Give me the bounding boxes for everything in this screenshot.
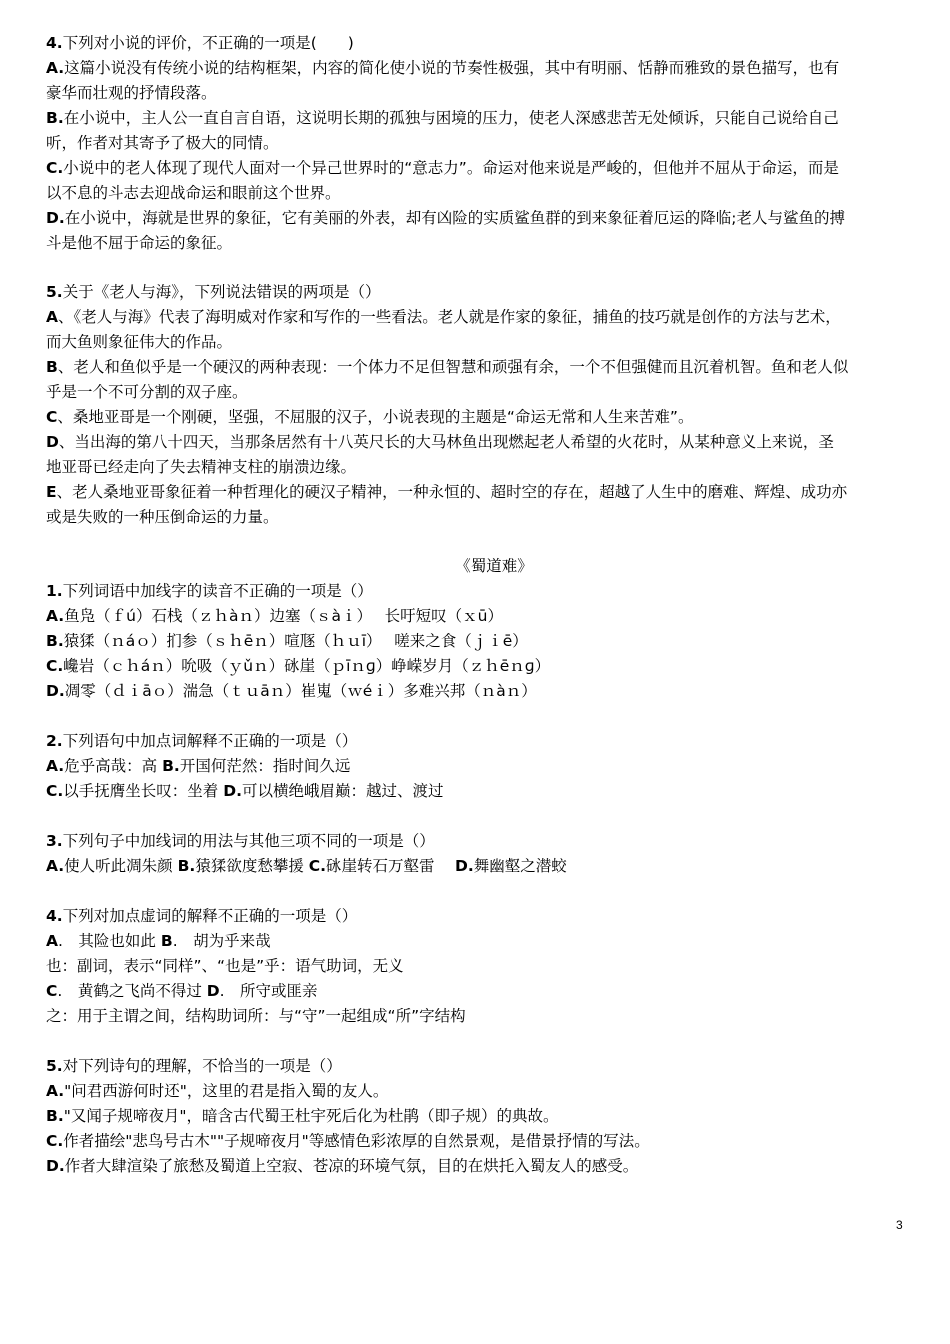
option-letter: B [46, 358, 58, 376]
option-letter: A. [46, 1082, 65, 1100]
option-letter: A. [46, 757, 65, 775]
question-stem [46, 280, 912, 305]
option-text: 舞幽壑之潜蛟 [473, 857, 567, 875]
option-text: 而大鱼则象征伟大的作品。 [46, 333, 233, 351]
option-text: 这篇小说没有传统小说的结构框架，内容的简化使小说的节奏性极强，其中有明丽、恬静而雅致的景色描写，也有 [64, 59, 840, 77]
option-text: . 所守或匪亲 [219, 982, 318, 1000]
option-letter: C [46, 982, 58, 1000]
option-text: 鱼凫（ｆú）石栈（ｚｈàｎ）边塞（ｓàｉ） 长吁短叹（ｘū） [64, 607, 503, 625]
option-letter: B [160, 932, 173, 950]
option-letter: A. [46, 857, 65, 875]
option-letter: D. [46, 1157, 65, 1175]
option-line [46, 206, 912, 231]
option-text: 地亚哥已经走向了失去精神支柱的崩溃边缘。 [46, 458, 357, 476]
option-line [46, 181, 912, 206]
option-line [46, 380, 912, 405]
option-text: 小说中的老人体现了现代人面对一个异己世界时的“意志力”。命运对他来说是严峻的，但他并不屈从于命运，而是 [63, 159, 839, 177]
option-text: 以不息的斗志去迎战命运和眼前这个世界。 [46, 184, 341, 202]
option-line [46, 654, 912, 679]
question-stem-text: 对下列诗句的理解，不恰当的一项是（） [62, 1057, 342, 1075]
shudaonan-question-3 [46, 829, 912, 879]
option-letter: A. [46, 607, 65, 625]
option-text: . 胡为乎来哉 [172, 932, 271, 950]
question-number: 5. [46, 1057, 63, 1075]
option-letter: B. [162, 757, 180, 775]
question-stem [46, 729, 912, 754]
option-line [46, 929, 912, 954]
option-line [46, 106, 912, 131]
option-letter: C [46, 408, 58, 426]
option-text: 危乎高哉：高 [64, 757, 163, 775]
shudaonan-question-2 [46, 729, 912, 804]
option-text: "又闻子规啼夜月"，暗含古代蜀王杜宇死后化为杜鹃（即子规）的典故。 [63, 1107, 559, 1125]
option-line [46, 355, 912, 380]
option-text: 使人听此凋朱颜 [64, 857, 178, 875]
option-text: 作者描绘"悲鸟号古木""子规啼夜月"等感情色彩浓厚的自然景观，是借景抒情的写法。 [63, 1132, 650, 1150]
question-stem-text: 下列对加点虚词的解释不正确的一项是（） [62, 907, 358, 925]
spacer [46, 879, 912, 904]
option-letter: D [206, 982, 220, 1000]
option-line [46, 81, 912, 106]
question-stem [46, 579, 912, 604]
option-text: 、老人桑地亚哥象征着一种哲理化的硬汉子精神，一种永恒的、超时空的存在，超越了人生中的磨难、辉煌、成功亦 [56, 483, 848, 501]
option-line [46, 131, 912, 156]
option-line [46, 629, 912, 654]
option-letter: B. [177, 857, 196, 875]
option-text: 巉岩（ｃｈáｎ）吮吸（ｙǔｎ）砯崖（ｐīｎɡ）峥嵘岁月（ｚｈēｎɡ） [63, 657, 551, 675]
question-stem-text: 关于《老人与海》，下列说法错误的两项是（） [62, 283, 381, 301]
option-line [46, 330, 912, 355]
option-letter: C. [46, 657, 64, 675]
shudaonan-question-1 [46, 579, 912, 704]
option-letter: A. [46, 59, 65, 77]
option-line [46, 455, 912, 480]
option-text: 在小说中，主人公一直自言自语，这说明长期的孤独与困境的压力，使老人深感悲苦无处倾诉，只能自己说给自己 [63, 109, 839, 127]
shudaonan-question-4 [46, 904, 912, 1029]
question-stem [46, 1054, 912, 1079]
option-line [46, 1154, 912, 1179]
option-letter: A [46, 308, 58, 326]
question-stem-text: 下列语句中加点词解释不正确的一项是（） [62, 732, 358, 750]
option-note: 也：副词，表示“同样”、“也是”乎：语气助词，无义 [46, 957, 404, 975]
question-number: 4. [46, 34, 63, 52]
question-number: 1. [46, 582, 63, 600]
option-text: 可以横绝峨眉巅：越过、渡过 [241, 782, 444, 800]
option-line [46, 604, 912, 629]
spacer [46, 804, 912, 829]
option-text: 猿猱欲度愁攀援 [195, 857, 309, 875]
option-line [46, 979, 912, 1004]
option-text: 、当出海的第八十四天，当那条居然有十八英尺长的大马林鱼出现燃起老人希望的火花时，从某种意义上来说，圣 [58, 433, 834, 451]
option-line [46, 1104, 912, 1129]
option-text: 猿猱（ｎáｏ）扪参（ｓｈēｎ）喧豗（ｈｕī） 嗟来之食（ｊｉē） [63, 632, 528, 650]
option-letter: D. [223, 782, 242, 800]
option-letter: B. [46, 632, 64, 650]
option-text: 砯崖转石万壑雷 [326, 857, 455, 875]
option-text: . 黄鹤之飞尚不得过 [57, 982, 207, 1000]
option-line [46, 231, 912, 256]
option-letter: A [46, 932, 58, 950]
option-line [46, 56, 912, 81]
option-line [46, 305, 912, 330]
option-text: 、桑地亚哥是一个刚硬，坚强，不屈服的汉子，小说表现的主题是“命运无常和人生来苦难”。 [57, 408, 694, 426]
option-text: 凋零（ｄｉāｏ）湍急（ｔｕāｎ）崔嵬（ｗéｉ）多难兴邦（ｎàｎ） [64, 682, 537, 700]
shudaonan-section [46, 554, 912, 1179]
option-text: "问君西游何时还"，这里的君是指入蜀的友人。 [64, 1082, 389, 1100]
shudaonan-question-5 [46, 1054, 912, 1179]
option-line [46, 754, 912, 779]
section-title: 《蜀道难》 [455, 557, 533, 575]
question-stem [46, 31, 912, 56]
option-line [46, 1129, 912, 1154]
spacer [46, 1029, 912, 1054]
option-letter: C. [46, 782, 64, 800]
option-letter: E [46, 483, 57, 501]
spacer [46, 704, 912, 729]
option-line [46, 480, 912, 505]
option-letter: B. [46, 1107, 64, 1125]
option-note: 之：用于主谓之间，结构助词所：与“守”一起组成“所”字结构 [46, 1007, 466, 1025]
page-number: 3 [896, 1218, 903, 1232]
option-line [46, 779, 912, 804]
option-line [46, 1079, 912, 1104]
option-text: 听，作者对其寄予了极大的同情。 [46, 134, 279, 152]
option-line [46, 430, 912, 455]
question-number: 5. [46, 283, 63, 301]
option-text: 乎是一个不可分割的双子座。 [46, 383, 248, 401]
option-text: 作者大肆渲染了旅愁及蜀道上空寂、苍凉的环境气氛，目的在烘托入蜀友人的感受。 [64, 1157, 639, 1175]
option-letter: D. [46, 682, 65, 700]
option-letter: C. [46, 159, 64, 177]
option-text: 、《老人与海》代表了海明威对作家和写作的一些看法。老人就是作家的象征，捕鱼的技巧就是创作的方法与艺术， [58, 308, 841, 326]
option-letter: D [46, 433, 59, 451]
option-text: . 其险也如此 [58, 932, 161, 950]
option-letter: C. [308, 857, 327, 875]
option-text: 、老人和鱼似乎是一个硬汉的两种表现：一个体力不足但智慧和顽强有余，一个不但强健而且沉着机智。鱼和老人似 [57, 358, 849, 376]
option-line [46, 405, 912, 430]
option-letter: D. [454, 857, 474, 875]
option-line [46, 156, 912, 181]
question-5-novel [46, 280, 912, 530]
question-stem [46, 904, 912, 929]
question-number: 4. [46, 907, 63, 925]
option-text: 斗是他不屈于命运的象征。 [46, 234, 233, 252]
option-text: 豪华而壮观的抒情段落。 [46, 84, 217, 102]
question-number: 2. [46, 732, 63, 750]
option-text: 在小说中，海就是世界的象征，它有美丽的外表，却有凶险的实质鲨鱼群的到来象征着厄运的降临;老人与鲨鱼的搏 [64, 209, 845, 227]
question-stem [46, 829, 912, 854]
question-stem-text: 下列词语中加线字的读音不正确的一项是（） [62, 582, 373, 600]
option-letter: C. [46, 1132, 64, 1150]
option-line [46, 854, 912, 879]
question-stem-text: 下列句子中加线词的用法与其他三项不同的一项是（） [62, 832, 435, 850]
option-line [46, 679, 912, 704]
option-text: 开国何茫然：指时间久远 [179, 757, 351, 775]
question-number: 3. [46, 832, 63, 850]
option-line [46, 505, 912, 530]
question-4-novel [46, 31, 912, 256]
question-stem-text: 下列对小说的评价，不正确的一项是( ) [62, 34, 354, 52]
option-text: 以手抚膺坐长叹：坐着 [63, 782, 224, 800]
option-letter: B. [46, 109, 64, 127]
option-letter: D. [46, 209, 65, 227]
option-text: 或是失败的一种压倒命运的力量。 [46, 508, 279, 526]
